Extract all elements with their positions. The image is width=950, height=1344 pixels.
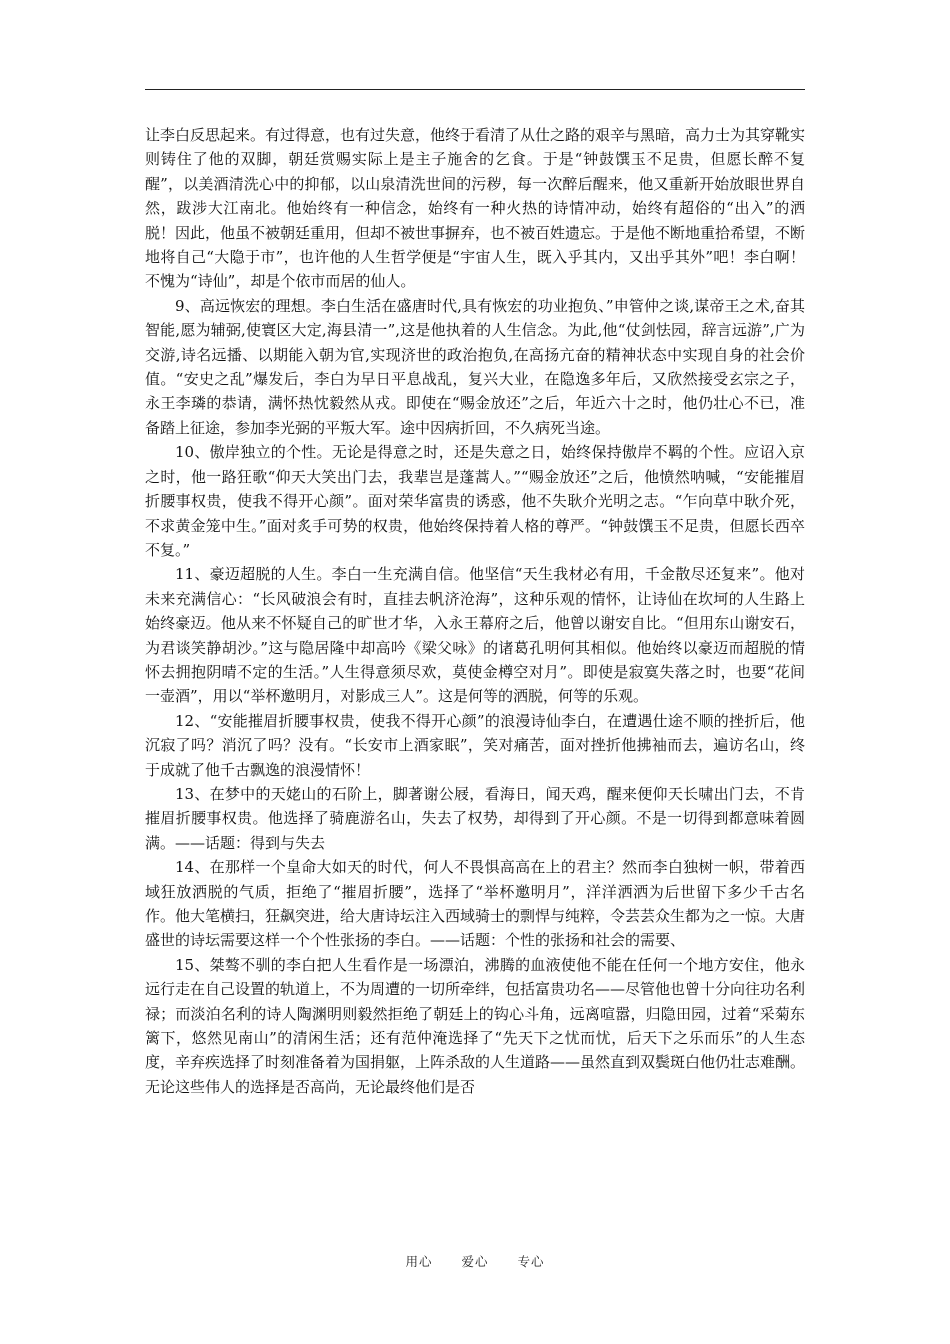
paragraph-12: 12、“安能摧眉折腰事权贵，使我不得开心颜”的浪漫诗仙李白，在遭遇仕途不顺的挫折后，他沉寂了吗？消沉了吗？没有。“长安市上酒家眠”，笑对痛苦，面对挫折他拂袖而去，遍访名山，终于成就了他千古飘逸的浪漫情怀！ bbox=[145, 711, 805, 779]
footer-item: 爱心 bbox=[461, 1254, 489, 1269]
paragraph-9: 9、高远恢宏的理想。李白生活在盛唐时代,具有恢宏的功业抱负、”申管仲之谈,谋帝王之术,奋其智能,愿为辅弼,使寰区大定,海县清一”,这是他执着的人生信念。为此,他“仗剑怯园，辞言远游”,广为交游,诗名远播、以期能入朝为官,实现济世的政治抱负,在高扬亢奋的精神状态中实现自身的社会价值。“安史之乱”爆发后，李白为早日平息战乱，复兴大业，在隐逸多年后，又欣然接受玄宗之子，永王李璘的恭请，满怀热忱毅然从戎。即使在“赐金放还”之后，年近六十之时，他仍壮心不已，准备踏上征途，参加李光弼的平叛大军。途中因病折回，不久病死当途。 bbox=[145, 296, 805, 437]
paragraph-14: 14、在那样一个皇命大如天的时代，何人不畏惧高高在上的君主？然而李白独树一帜，带着西域狂放洒脱的气质，拒绝了“摧眉折腰”，选择了“举杯邀明月”，洋洋洒洒为后世留下多少千古名作。他大笔横扫，狂飙突进，给大唐诗坛注入西域骑士的剽悍与纯粹，令芸芸众生都为之一惊。大唐盛世的诗坛需要这样一个个性张扬的李白。——话题：个性的张扬和社会的需要、 bbox=[145, 858, 806, 950]
footer-item: 专心 bbox=[517, 1254, 545, 1269]
paragraph-15: 15、桀骜不驯的李白把人生看作是一场漂泊，沸腾的血液使他不能在任何一个地方安住，他永远行走在自己设置的轨道上，不为周遭的一切所牵绊，包括富贵功名——尽管他也曾十分向往功名利禄；而淡泊名利的诗人陶渊明则毅然拒绝了朝廷上的钩心斗角，远离喧嚣，归隐田园，过着“采菊东篱下，悠然见南山”的清闲生活；还有范仲淹选择了“先天下之忧而忧，后天下之乐而乐”的人生态度，辛弃疾选择了时刻准备着为国捐躯，上阵杀敌的人生道路——虽然直到双鬓斑白他仍壮志难酬。无论这些伟人的选择是否高尚，无论最终他们是否 bbox=[145, 955, 806, 1096]
paragraph-13: 13、在梦中的天姥山的石阶上，脚著谢公屐，看海日，闻天鸡，醒来便仰天长啸出门去，不肯摧眉折腰事权贵。他选择了骑鹿游名山，失去了权势，却得到了开心颜。不是一切得到都意味着圆满。——话题：得到与失去 bbox=[145, 784, 805, 852]
page-footer bbox=[0, 1252, 950, 1270]
body-text bbox=[145, 123, 805, 1099]
paragraph-11: 11、豪迈超脱的人生。李白一生充满自信。他坚信“天生我材必有用，千金散尽还复来”。他对未来充满信心：“长风破浪会有时，直挂去帆济沧海”，这种乐观的情怀，让诗仙在坎坷的人生路上始终豪迈。他从来不怀疑自己的旷世才华，入永王幕府之后，他曾以谢安自比。“但用东山谢安石，为君谈笑静胡沙。”这与隐居隆中却高吟《梁父咏》的诸葛孔明何其相似。他始终以豪迈而超脱的情怀去拥抱阴晴不定的生活。”人生得意须尽欢，莫使金樽空对月”。即使是寂寞失落之时，也要“花间一壶酒”，用以“举杯邀明月，对影成三人”。这是何等的洒脱，何等的乐观。 bbox=[145, 565, 805, 706]
footer-item: 用心 bbox=[405, 1254, 433, 1269]
header-rule bbox=[145, 89, 805, 90]
paragraph-continuation: 让李白反思起来。有过得意，也有过失意，他终于看清了从仕之路的艰辛与黑暗，高力士为其穿靴实则铸住了他的双脚，朝廷赏赐实际上是主子施舍的乞食。于是“钟鼓馔玉不足贵，但愿长醉不复醒”，以美酒清洗心中的抑郁，以山泉清洗世间的污秽，每一次醉后醒来，他又重新开始放眼世界自然，跋涉大江南北。他始终有一种信念，始终有一种火热的诗情冲动，始终有超俗的“出入”的洒脱！因此，他虽不被朝廷重用，但却不被世事摒弃，也不被百姓遗忘。于是他不断地重拾希望，不断地将自己“大隐于市”，也许他的人生哲学便是“宇宙人生，既入乎其内，又出乎其外”吧！李白啊！不愧为“诗仙”，却是个依市而居的仙人。 bbox=[145, 126, 806, 291]
paragraph-10: 10、傲岸独立的个性。无论是得意之时，还是失意之日，始终保持傲岸不羁的个性。应诏入京之时，他一路狂歌“仰天大笑出门去，我辈岂是蓬蒿人。”“赐金放还”之后，他愤然呐喊，“安能摧眉折腰事权贵，使我不得开心颜”。面对荣华富贵的诱惑，他不失耿介光明之志。“乍向草中耿介死，不求黄金笼中生。”面对炙手可势的权贵，他始终保持着人格的尊严。“钟鼓馔玉不足贵，但愿长西卒不复。” bbox=[145, 443, 805, 559]
